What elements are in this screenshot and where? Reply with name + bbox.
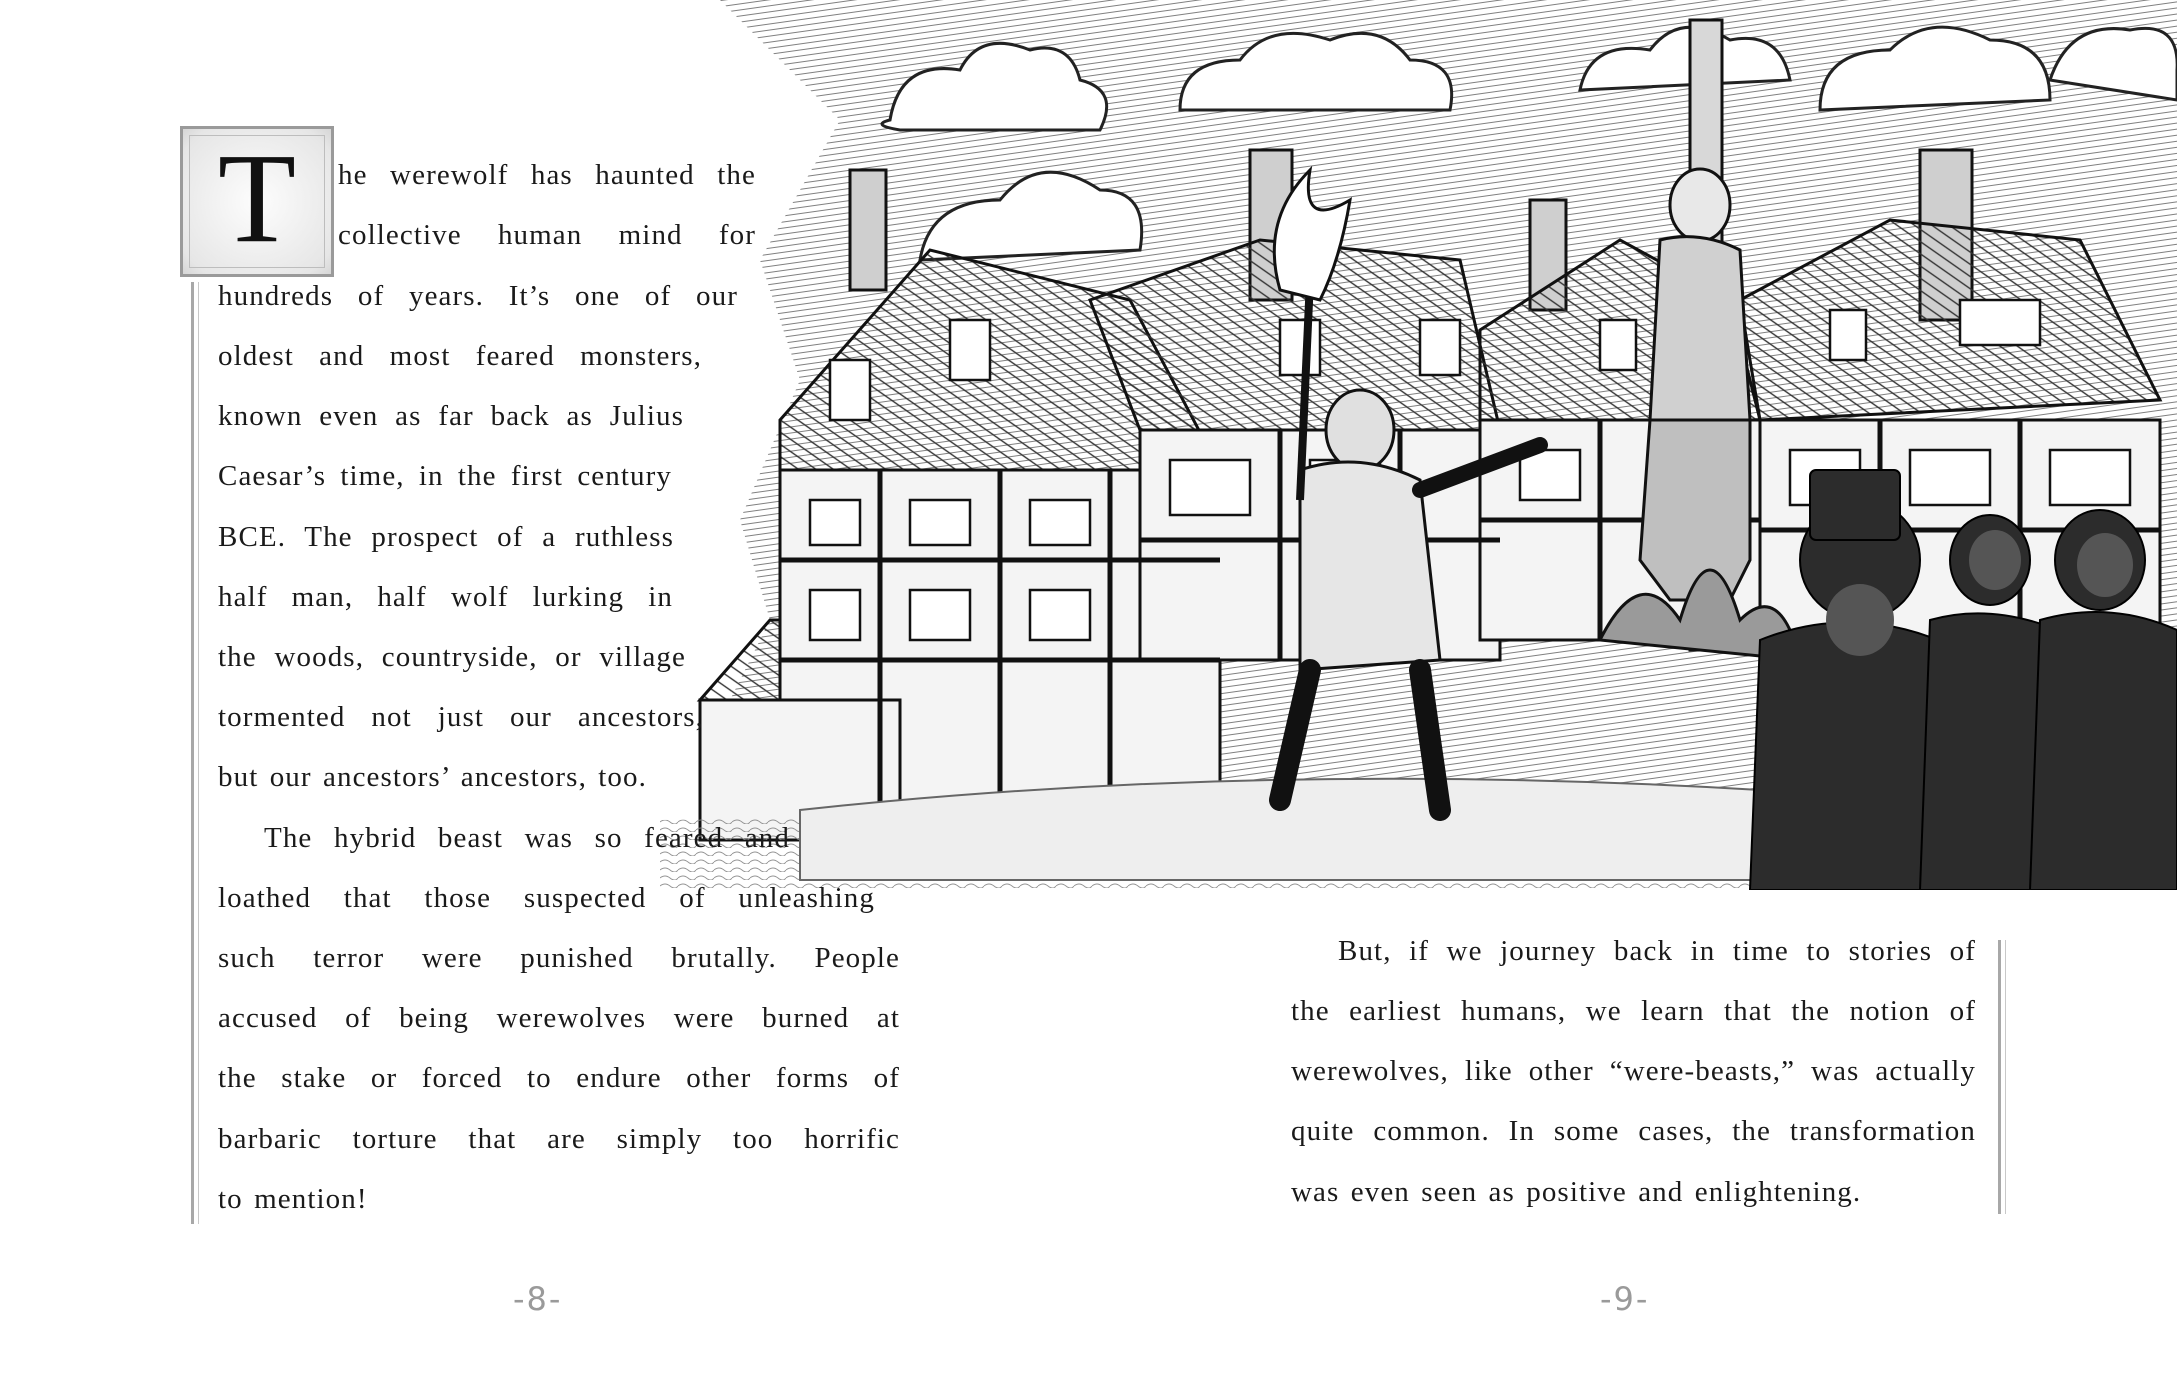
text-line: werewolves, like other “were-beasts,” was actually (1291, 1055, 1976, 1087)
text-line: collective human mind for (338, 219, 756, 251)
village-burning-illustration (660, 0, 2177, 890)
text-line: oldest and most feared monsters, (218, 340, 702, 372)
text-line: Caesar’s time, in the first century (218, 460, 672, 492)
text-line: such terror were punished brutally. People (218, 942, 900, 974)
text-line: tormented not just our ancestors, (218, 701, 704, 733)
text-line: loathed that those suspected of unleashing (218, 882, 875, 914)
text-line: The hybrid beast was so feared and (264, 822, 790, 854)
text-line: was even seen as positive and enlightening. (1291, 1176, 1862, 1208)
drop-cap-letter: T (217, 127, 297, 269)
text-line: accused of being werewolves were burned at (218, 1002, 900, 1034)
drop-cap (180, 126, 334, 277)
text-line: barbaric torture that are simply too horrific (218, 1123, 900, 1155)
text-line: hundreds of years. It’s one of our (218, 280, 738, 312)
text-line: to mention! (218, 1183, 368, 1215)
text-line: quite common. In some cases, the transformation (1291, 1115, 1976, 1147)
text-line: he werewolf has haunted the (338, 159, 756, 191)
text-line: the woods, countryside, or village (218, 641, 686, 673)
right-decorative-rule (1998, 940, 2001, 1214)
text-line: But, if we journey back in time to stories of (1338, 935, 1976, 967)
page-number-left: -8- (513, 1280, 563, 1318)
text-line: known even as far back as Julius (218, 400, 684, 432)
left-decorative-rule (191, 282, 194, 1224)
text-line: BCE. The prospect of a ruthless (218, 521, 674, 553)
text-line: the earliest humans, we learn that the notion of (1291, 995, 1976, 1027)
text-line: half man, half wolf lurking in (218, 581, 673, 613)
text-line: but our ancestors’ ancestors, too. (218, 761, 647, 793)
page-number-right: -9- (1600, 1280, 1650, 1318)
text-line: the stake or forced to endure other forms of (218, 1062, 900, 1094)
